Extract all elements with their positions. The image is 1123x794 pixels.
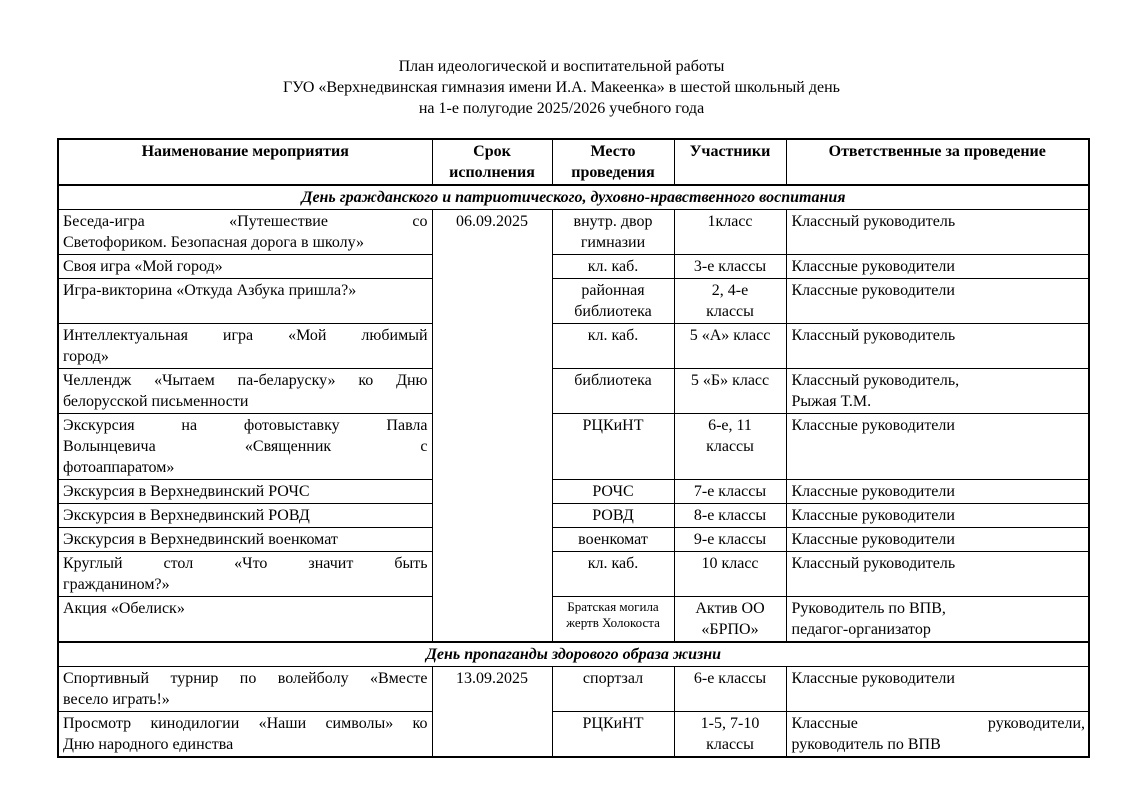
cell-location: районная библиотека — [552, 279, 674, 324]
cell-event-name: Интеллектуальная игра «Мой любимый город» — [58, 324, 432, 369]
col-header-responsible: Ответственные за проведение — [786, 139, 1089, 185]
section-row — [58, 185, 1089, 210]
cell-event-name: Круглый стол «Что значит быть гражданином?» — [58, 552, 432, 597]
cell-event-name: Просмотр кинодилогии «Наши символы» ко Дню народного единства — [58, 712, 432, 758]
cell-location: спортзал — [552, 667, 674, 712]
table-row — [58, 552, 1089, 597]
cell-event-name: Своя игра «Мой город» — [58, 255, 432, 279]
cell-location: кл. каб. — [552, 552, 674, 597]
col-header-date: Срок исполнения — [432, 139, 552, 185]
cell-responsible: Классные руководители — [786, 279, 1089, 324]
table-row — [58, 528, 1089, 552]
cell-date: 13.09.2025 — [432, 667, 552, 758]
cell-responsible: Классный руководитель — [786, 210, 1089, 255]
cell-location: библиотека — [552, 369, 674, 414]
col-header-participants: Участники — [674, 139, 786, 185]
table-row — [58, 279, 1089, 324]
table-row — [58, 324, 1089, 369]
cell-responsible: Классные руководители — [786, 480, 1089, 504]
cell-responsible: Классные руководители — [786, 528, 1089, 552]
cell-event-name: Игра-викторина «Откуда Азбука пришла?» — [58, 279, 432, 324]
cell-participants: 8-е классы — [674, 504, 786, 528]
cell-participants: 10 класс — [674, 552, 786, 597]
cell-location: внутр. двор гимназии — [552, 210, 674, 255]
cell-responsible: Классный руководитель, Рыжая Т.М. — [786, 369, 1089, 414]
table-row — [58, 504, 1089, 528]
doc-title-line-1: План идеологической и воспитательной работы — [398, 58, 725, 75]
table-row — [58, 414, 1089, 480]
cell-location: кл. каб. — [552, 255, 674, 279]
cell-responsible: Классные руководители, руководитель по ВПВ — [786, 712, 1089, 758]
section-title-civic-patriotic: День гражданского и патриотического, духовно-нравственного воспитания — [58, 185, 1089, 210]
cell-location: РОЧС — [552, 480, 674, 504]
cell-participants: 5 «А» класс — [674, 324, 786, 369]
cell-responsible: Классные руководители — [786, 414, 1089, 480]
cell-event-name: Беседа-игра «Путешествие со Светофориком. Безопасная дорога в школу» — [58, 210, 432, 255]
cell-participants: 9-е классы — [674, 528, 786, 552]
section-row — [58, 642, 1089, 667]
cell-event-name: Акция «Обелиск» — [58, 597, 432, 643]
table-row — [58, 369, 1089, 414]
table-row — [58, 210, 1089, 255]
cell-participants: 6-е, 11 классы — [674, 414, 786, 480]
col-header-event-name: Наименование мероприятия — [58, 139, 432, 185]
header-row — [58, 139, 1089, 185]
cell-location: кл. каб. — [552, 324, 674, 369]
cell-location: РОВД — [552, 504, 674, 528]
cell-participants: 1класс — [674, 210, 786, 255]
table-row — [58, 667, 1089, 712]
cell-participants: 5 «Б» класс — [674, 369, 786, 414]
cell-location: РЦКиНТ — [552, 712, 674, 758]
cell-event-name: Экскурсия в Верхнедвинский РОЧС — [58, 480, 432, 504]
doc-title — [0, 56, 1123, 119]
cell-participants: 1-5, 7-10 классы — [674, 712, 786, 758]
cell-participants: 6-е классы — [674, 667, 786, 712]
plan-table — [57, 138, 1090, 758]
cell-responsible: Классные руководители — [786, 255, 1089, 279]
doc-title-line-3: на 1-е полугодие 2025/2026 учебного года — [418, 100, 705, 117]
table-row — [58, 255, 1089, 279]
cell-participants: 3-е классы — [674, 255, 786, 279]
cell-responsible: Классный руководитель — [786, 552, 1089, 597]
cell-responsible: Классный руководитель — [786, 324, 1089, 369]
doc-title-line-2: ГУО «Верхнедвинская гимназия имени И.А. Макеенка» в шестой школьный день — [283, 79, 840, 96]
cell-event-name: Челлендж «Чытаем па-беларуску» ко Дню белорусской письменности — [58, 369, 432, 414]
cell-event-name: Спортивный турнир по волейболу «Вместе весело играть!» — [58, 667, 432, 712]
cell-responsible: Руководитель по ВПВ, педагог-организатор — [786, 597, 1089, 643]
cell-location: Братская могила жертв Холокоста — [552, 597, 674, 643]
section-title-healthy-lifestyle: День пропаганды здорового образа жизни — [58, 642, 1089, 667]
table-row — [58, 597, 1089, 643]
cell-event-name: Экскурсия в Верхнедвинский РОВД — [58, 504, 432, 528]
cell-location: РЦКиНТ — [552, 414, 674, 480]
cell-event-name: Экскурсия в Верхнедвинский военкомат — [58, 528, 432, 552]
cell-location: военкомат — [552, 528, 674, 552]
cell-date: 06.09.2025 — [432, 210, 552, 643]
cell-participants: 2, 4-е классы — [674, 279, 786, 324]
cell-responsible: Классные руководители — [786, 667, 1089, 712]
cell-event-name: Экскурсия на фотовыставку Павла Волынцевича «Священник с фотоаппаратом» — [58, 414, 432, 480]
cell-participants: 7-е классы — [674, 480, 786, 504]
table-row — [58, 712, 1089, 758]
cell-responsible: Классные руководители — [786, 504, 1089, 528]
table-row — [58, 480, 1089, 504]
col-header-location: Место проведения — [552, 139, 674, 185]
cell-participants: Актив ОО «БРПО» — [674, 597, 786, 643]
